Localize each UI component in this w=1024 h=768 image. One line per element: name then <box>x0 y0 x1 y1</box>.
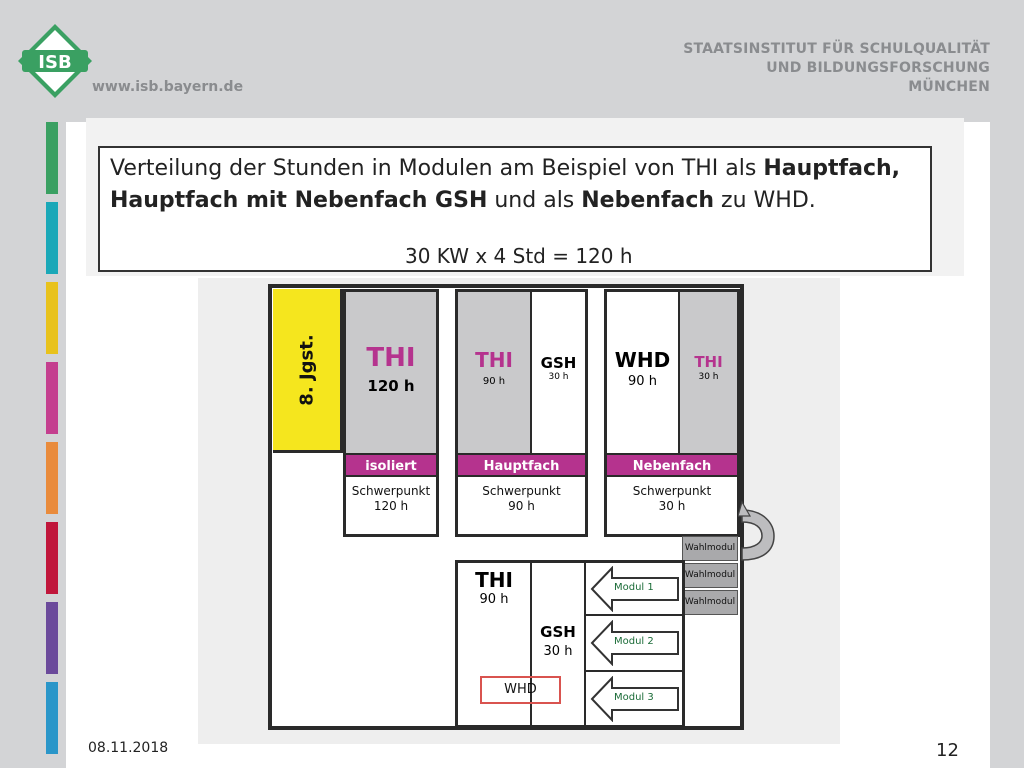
wahlmodul-3: Wahlmodul <box>682 590 738 615</box>
institute-name: STAATSINSTITUT FÜR SCHULQUALITÄT UND BILDUNGSFORSCHUNG MÜNCHEN <box>683 41 990 95</box>
bar-isoliert: isoliert <box>346 453 436 477</box>
bar-hauptfach: Hauptfach <box>458 453 585 477</box>
grade-label-box <box>273 289 343 453</box>
grade-label: 8. Jgst. <box>296 333 317 406</box>
title-line-1: Verteilung der Stunden in Modulen am Beispiel von THI als Hauptfach, <box>110 156 901 181</box>
block2-grey <box>458 292 530 453</box>
lower-divider-2 <box>584 563 586 725</box>
block2-hours2: 30 h <box>548 372 569 382</box>
site-url[interactable]: www.isb.bayern.de <box>92 79 244 95</box>
lower-subject2: GSH <box>540 623 576 641</box>
modul-1-label: Modul 1 <box>614 582 654 593</box>
sidebar-bar-4 <box>46 362 58 434</box>
block3-subject: WHD <box>614 348 671 372</box>
sidebar-bar-8 <box>46 682 58 754</box>
wahlmodul-1: Wahlmodul <box>682 536 738 561</box>
block1-hours: 120 h <box>367 377 415 395</box>
sidebar-bar-7 <box>46 602 58 674</box>
sidebar-bar-1 <box>46 122 58 194</box>
block3-hours: 90 h <box>628 374 657 389</box>
lower-hline-2 <box>586 670 682 672</box>
sidebar-bar-6 <box>46 522 58 594</box>
block3-subject2: THI <box>694 353 723 371</box>
modul-3-label: Modul 3 <box>614 692 654 703</box>
title-box <box>98 146 932 272</box>
wahlmodul-2: Wahlmodul <box>682 563 738 588</box>
lower-subject: THI <box>475 568 513 592</box>
block2-subject2: GSH <box>540 354 577 372</box>
isb-logo <box>14 20 96 102</box>
logo-text: ISB <box>38 52 72 73</box>
block3-focus: Schwerpunkt 30 h <box>632 484 712 513</box>
curved-arrow-icon <box>738 496 778 568</box>
sidebar-bar-5 <box>46 442 58 514</box>
color-sidebar <box>46 122 58 762</box>
lower-hline-1 <box>586 614 682 616</box>
block3-hours2: 30 h <box>698 372 719 382</box>
title-line-2: Hauptfach mit Nebenfach GSH und als Nebenfach zu WHD. <box>110 188 816 213</box>
footer-date: 08.11.2018 <box>88 740 169 756</box>
whd-box: WHD <box>480 676 561 704</box>
lower-hours2: 30 h <box>543 644 573 659</box>
block2-focus: Schwerpunkt 90 h <box>482 484 561 513</box>
sidebar-bar-2 <box>46 202 58 274</box>
sidebar-bar-3 <box>46 282 58 354</box>
lower-hours: 90 h <box>479 592 509 607</box>
block2-hours: 90 h <box>482 376 506 387</box>
block1-subject: THI <box>366 343 416 373</box>
block1-focus: Schwerpunkt 120 h <box>351 484 431 513</box>
modul-2-label: Modul 2 <box>614 636 654 647</box>
block2-subject: THI <box>475 348 513 372</box>
bar-nebenfach: Nebenfach <box>607 453 737 477</box>
page-number: 12 <box>936 740 959 761</box>
hours-formula: 30 KW x 4 Std = 120 h <box>405 244 633 268</box>
